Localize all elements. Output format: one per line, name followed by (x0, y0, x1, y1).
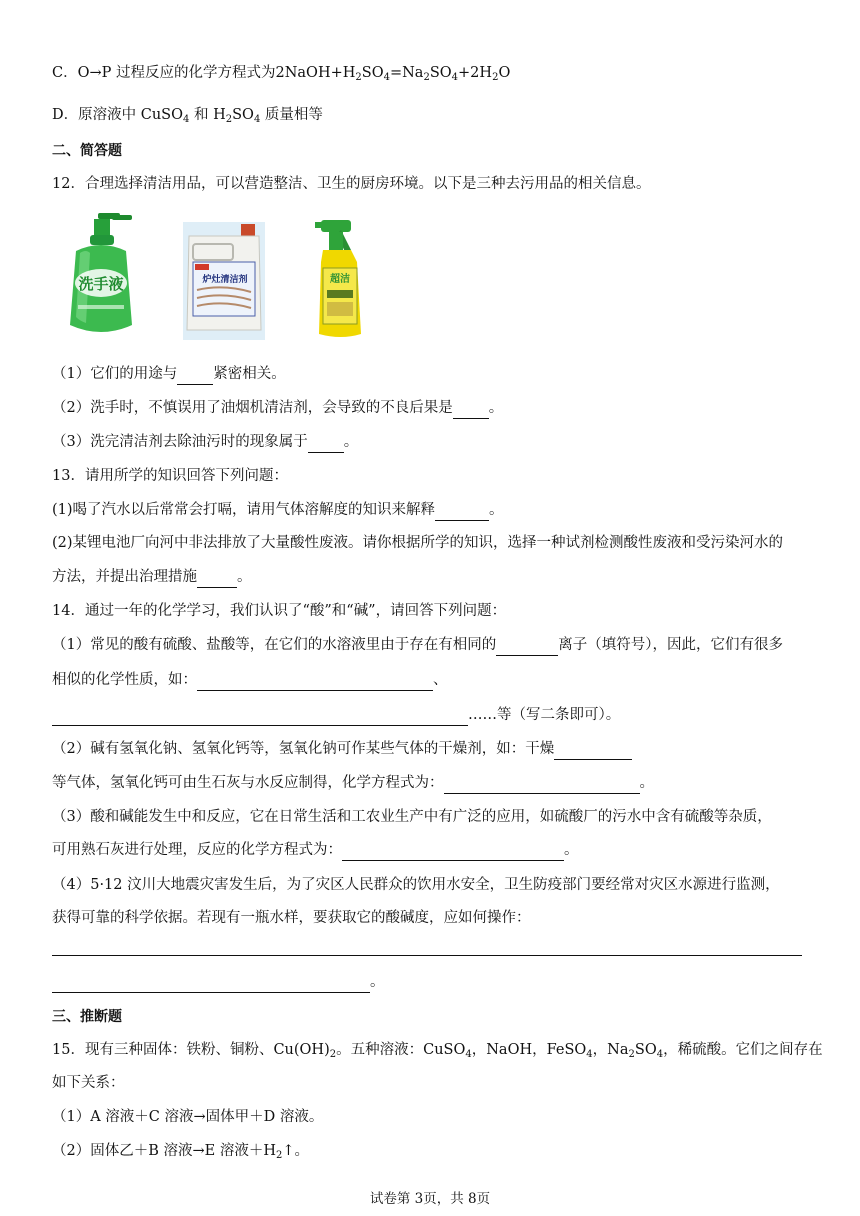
question-14-part-4: （4）5·12 汶川大地震灾害发生后，为了灾区人民群众的饮用水安全，卫生防疫部门要经常对灾区水源进行监测， (52, 877, 780, 893)
question-14: 14．通过一年的化学学习，我们认识了“酸”和“碱”，请回答下列问题： (52, 603, 507, 619)
question-13-part-2-cont: 方法，并提出治理措施 。 (52, 566, 820, 588)
answer-blank[interactable] (444, 776, 640, 794)
svg-text:洗手液: 洗手液 (78, 275, 124, 293)
option-c: C．O→P 过程反应的化学方程式为$2NaOH+H_2SO_4=Na_2SO_4+2H_2O$ (52, 65, 511, 83)
section-heading-short-answer: 二、简答题 (52, 143, 122, 159)
question-12-part-2: （2）洗手时，不慎误用了油烟机清洁剂，会导致的不良后果是 。 (52, 397, 820, 419)
answer-blank[interactable] (554, 742, 632, 760)
answer-blank[interactable] (496, 638, 558, 656)
equation-c: $2NaOH+H_2SO_4=Na_2SO_4+2H_2O$ (275, 65, 511, 83)
spray-cleaner-bottle-image (311, 216, 371, 342)
question-14-part-2-cont: 等气体，氢氧化钙可由生石灰与水反应制得，化学方程式为： 。 (52, 772, 820, 794)
question-14-part-1-cont: 相似的化学性质，如： 、 (52, 669, 820, 691)
question-13-part-2: (2)某锂电池厂向河中非法排放了大量酸性废液。请你根据所学的知识，选择一种试剂检测酸性废液和受污染河水的 (52, 535, 784, 551)
svg-text:超洁: 超洁 (330, 274, 350, 285)
answer-blank[interactable] (52, 708, 468, 726)
question-14-part-4-end: 。 (52, 971, 820, 993)
question-14-part-1: （1）常见的酸有硫酸、盐酸等，在它们的水溶液里由于存在有相同的 离子（填符号），因此，它们有很多 (52, 634, 820, 656)
answer-blank[interactable] (197, 673, 433, 691)
page-footer: 试卷第 3页，共 8页 (369, 1191, 491, 1207)
answer-blank[interactable] (52, 975, 370, 993)
answer-blank[interactable] (177, 367, 213, 385)
question-14-part-2: （2）碱有氢氧化钠、氢氧化钙等，氢氧化钠可作某些气体的干燥剂，如：干燥 (52, 738, 820, 760)
answer-blank[interactable] (435, 503, 489, 521)
question-12: 12．合理选择清洁用品，可以营造整洁、卫生的厨房环境。以下是三种去污用品的相关信息。 (52, 176, 651, 192)
question-15-part-2: （2）固体乙＋B 溶液→E 溶液$+H_2↑$。 (52, 1143, 310, 1161)
answer-blank[interactable] (342, 843, 564, 861)
answer-blank[interactable] (308, 435, 344, 453)
answer-blank[interactable] (197, 570, 237, 588)
question-15-cont: 如下关系： (52, 1075, 125, 1091)
answer-line[interactable] (52, 955, 802, 956)
question-14-part-3-cont: 可用熟石灰进行处理，反应的化学方程式为： 。 (52, 839, 820, 861)
question-15-part-1: （1）A 溶液＋C 溶液→固体甲＋D 溶液。 (52, 1109, 324, 1125)
stove-cleaner-jug-image (183, 222, 265, 340)
answer-blank[interactable] (453, 401, 489, 419)
question-14-part-1-cont2: ……等（写二条即可）。 (52, 704, 820, 726)
question-12-part-3: （3）洗完清洁剂去除油污时的现象属于 。 (52, 431, 820, 453)
section-heading-inference: 三、推断题 (52, 1009, 122, 1025)
question-14-part-3: （3）酸和碱能发生中和反应，它在日常生活和工农业生产中有广泛的应用，如硫酸厂的污水中含有硫酸等杂质， (52, 809, 772, 825)
hand-soap-bottle-image (62, 213, 140, 341)
question-14-part-4-cont: 获得可靠的科学依据。若现有一瓶水样，要获取它的酸碱度，应如何操作： (52, 910, 531, 926)
question-13-part-1: (1)喝了汽水以后常常会打嗝，请用气体溶解度的知识来解释 。 (52, 499, 820, 521)
question-15: 15．现有三种固体：铁粉、铜粉、$Cu(OH)_2$。五种溶液：CuSO$_4$，NaOH，FeSO$_4$，$Na_2SO_4$，稀硫酸。它们之间存在 (52, 1042, 823, 1060)
option-d: D．原溶液中 CuSO$_4$ 和 $H_2SO_4$ 质量相等 (52, 107, 323, 125)
question-12-part-1: （1）它们的用途与 紧密相关。 (52, 363, 820, 385)
svg-text:炉灶清洁剂: 炉灶清洁剂 (202, 275, 248, 285)
question-13: 13．请用所学的知识回答下列问题： (52, 468, 288, 484)
